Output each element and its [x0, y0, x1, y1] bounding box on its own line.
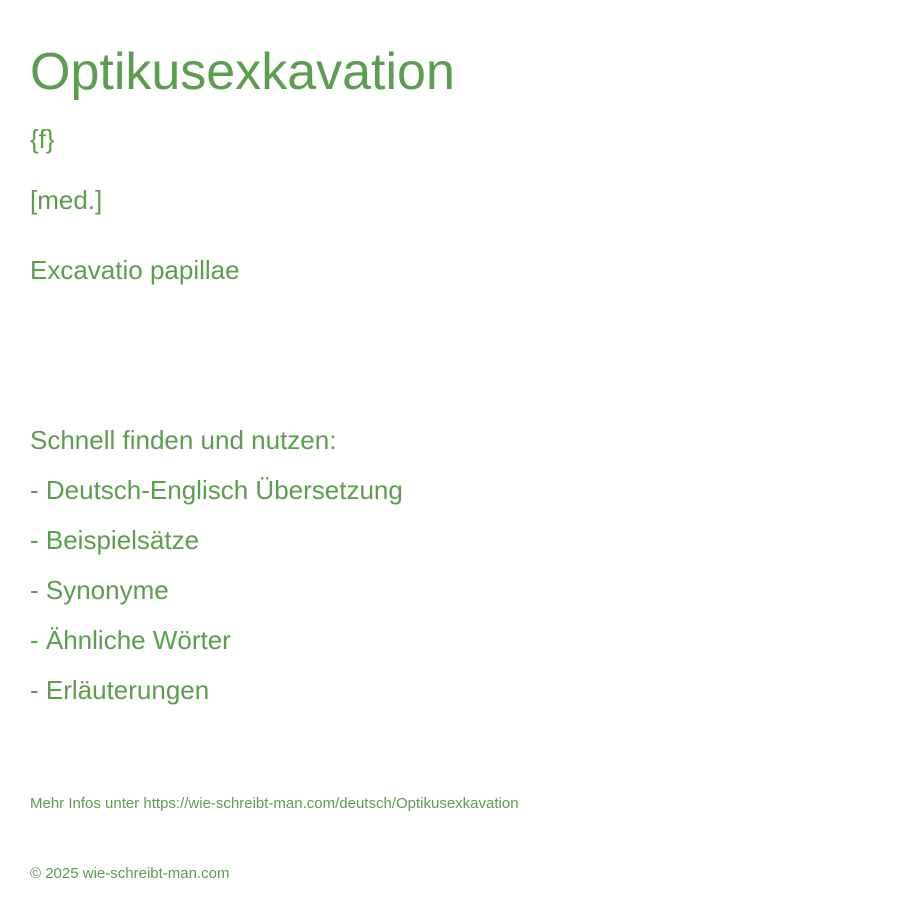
feature-item-translation: - Deutsch-Englisch Übersetzung — [30, 475, 403, 505]
gender-label: {f} — [30, 124, 55, 154]
feature-list — [30, 473, 403, 723]
entry-word: Optikusexkavation — [30, 43, 455, 101]
feature-item-explanations: - Erläuterungen — [30, 675, 210, 705]
more-info-text: Mehr Infos unter https://wie-schreibt-man.com/deutsch/Optikusexkavation — [30, 795, 519, 812]
feature-item-example-sentences: - Beispielsätze — [30, 525, 200, 555]
feature-item-similar-words: - Ähnliche Wörter — [30, 625, 231, 655]
quick-access-heading: Schnell finden und nutzen: — [30, 425, 337, 455]
copyright-text: © 2025 wie-schreibt-man.com — [30, 865, 230, 882]
translation-text: Excavatio papillae — [30, 255, 240, 285]
feature-item-synonyms: - Synonyme — [30, 575, 169, 605]
domain-label: [med.] — [30, 185, 103, 215]
